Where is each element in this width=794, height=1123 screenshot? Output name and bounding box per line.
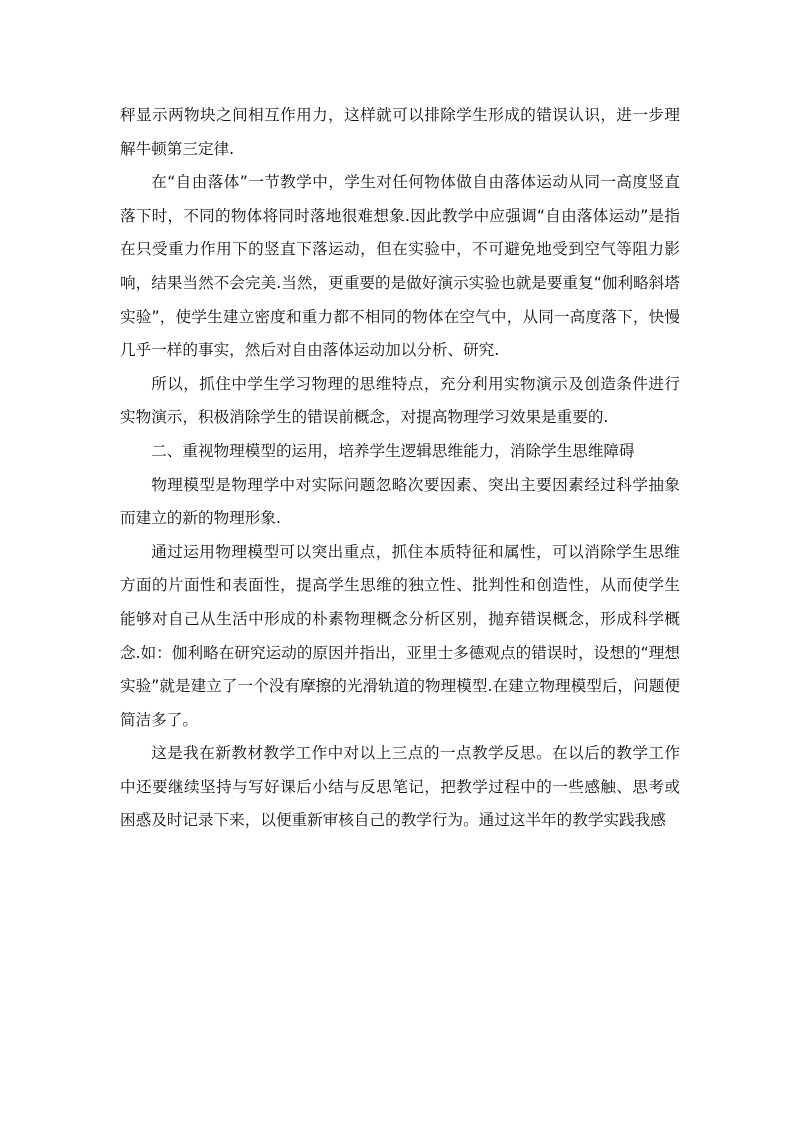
paragraph-model-definition: 物理模型是物理学中对实际问题忽略次要因素、突出主要因素经过科学抽象而建立的新的物理形象.: [120, 475, 680, 528]
paragraph-newton-third-law: 秤显示两物块之间相互作用力，这样就可以排除学生形成的错误认识，进一步理解牛顿第三定律.: [120, 106, 680, 158]
paragraph-free-fall: 在“自由落体”一节教学中，学生对任何物体做自由落体运动从同一高度竖直落下时，不同的物体将同时落地很难想象.因此教学中应强调“自由落体运动”是指在只受重力作用下的竖直下落运动，但在实验中，不可避免地受到空气等阻力影响，结果当然不会完美.当然，更重要的是做好演示实验也就是要重复“伽利略斜塔实验”，使学生建立密度和重力都不相同的物体在空气中，从同一高度落下，快慢几乎一样的事实，然后对自由落体运动加以分析、研究.: [120, 173, 680, 360]
document-body: [120, 99, 680, 838]
paragraph-reflection: 这是我在新教材教学工作中对以上三点的一点教学反思。在以后的教学工作中还要继续坚持与写好课后小结与反思笔记，把教学过程中的一些感触、思考或困惑及时记录下来，以便重新审核自己的教学行为。通过这半年的教学实践我感: [120, 744, 680, 830]
paragraph-conclusion-demo: 所以，抓住中学生学习物理的思维特点，充分利用实物演示及创造条件进行实物演示，积极消除学生的错误前概念，对提高物理学习效果是重要的.: [120, 374, 680, 427]
section-heading-physical-models: 二、重视物理模型的运用，培养学生逻辑思维能力，消除学生思维障碍: [151, 441, 635, 460]
paragraph-model-usage: 通过运用物理模型可以突出重点，抓住本质特征和属性，可以消除学生思维方面的片面性和表面性，提高学生思维的独立性、批判性和创造性，从而使学生能够对自己从生活中形成的朴素物理概念分析区别，抛弃错误概念，形成科学概念.如：伽利略在研究运动的原因并指出，亚里士多德观点的错误时，设想的“理想实验”就是建立了一个没有摩擦的光滑轨道的物理模型.在建立物理模型后，问题便简洁多了。: [120, 542, 680, 729]
